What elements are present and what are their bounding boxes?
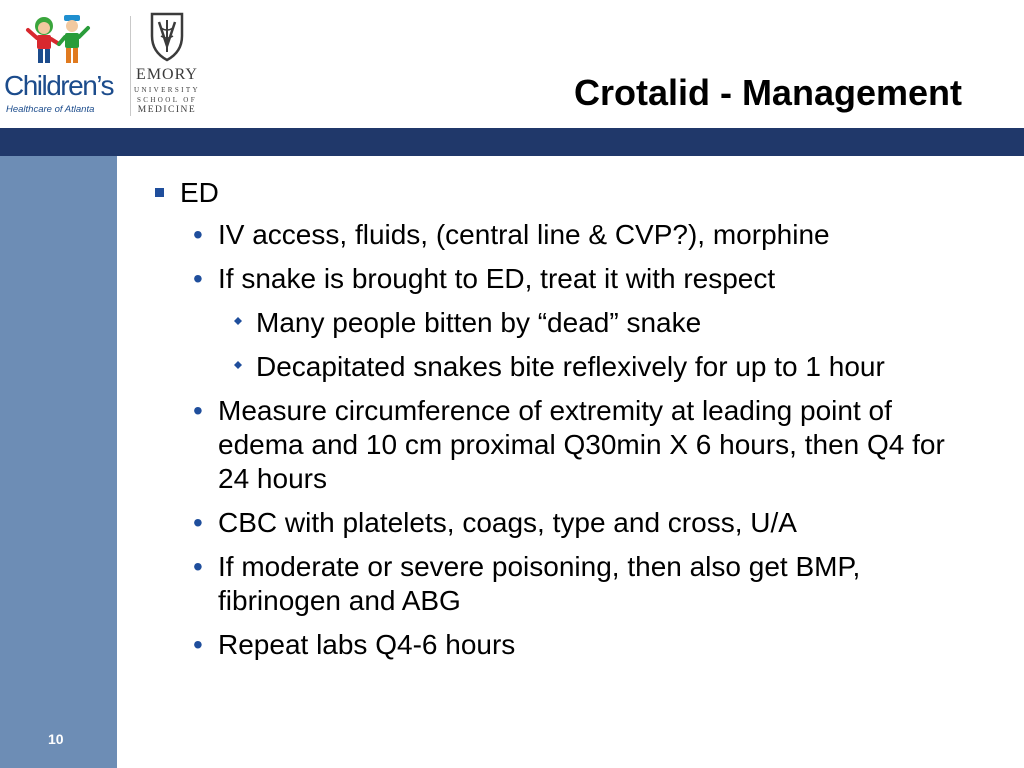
header-band: [0, 128, 1024, 156]
bullet-text: IV access, fluids, (central line & CVP?), morphine: [218, 219, 830, 250]
emory-logo-line1: UNIVERSITY: [134, 86, 200, 94]
emory-medicine-logo: [132, 10, 202, 120]
dot-bullet-icon: •: [193, 263, 203, 294]
square-bullet-icon: [155, 188, 164, 197]
slide-title: Crotalid - Management: [573, 72, 962, 113]
bullet-item: [148, 262, 978, 296]
dot-bullet-icon: •: [193, 551, 203, 582]
dot-bullet-icon: •: [193, 507, 203, 538]
bullet-text: If snake is brought to ED, treat it with respect: [218, 263, 776, 294]
dot-bullet-icon: •: [193, 629, 203, 660]
slide-header: [0, 0, 1024, 128]
childrens-logo-wordmark: Children’s: [4, 70, 113, 101]
emory-shield-icon: [132, 10, 202, 64]
children-figures-icon: [4, 12, 128, 70]
left-sidebar-band: [0, 156, 117, 768]
diamond-bullet-icon: [234, 361, 242, 369]
diamond-bullet-icon: [234, 317, 242, 325]
bullet-text: CBC with platelets, coags, type and cross, U/A: [218, 507, 797, 538]
sub-bullet-item: [148, 306, 978, 340]
bullet-text: Repeat labs Q4-6 hours: [218, 629, 516, 660]
bullet-text: Measure circumference of extremity at leading point of edema and 10 cm proximal Q30min X 6 hours, then Q4 for 24 hours: [218, 395, 945, 494]
logo-divider: [130, 16, 131, 116]
emory-logo-line3: MEDICINE: [137, 105, 197, 115]
sub-bullet-item: [148, 350, 978, 384]
bullet-item: [148, 628, 978, 662]
page-number: 10: [48, 731, 64, 747]
dot-bullet-icon: •: [193, 395, 203, 426]
childrens-logo-tagline: Healthcare of Atlanta: [6, 104, 95, 115]
childrens-healthcare-logo: [4, 12, 128, 120]
bullet-item: [148, 394, 978, 496]
bullet-level1-ed: [148, 176, 978, 210]
dot-bullet-icon: •: [193, 219, 203, 250]
slide-body: [148, 176, 978, 672]
bullet-text: Many people bitten by “dead” snake: [256, 307, 702, 338]
bullet-item: [148, 218, 978, 252]
bullet-item: [148, 506, 978, 540]
bullet-text: Decapitated snakes bite reflexively for up to 1 hour: [256, 351, 885, 382]
bullet-text: ED: [180, 177, 219, 208]
emory-logo-line2: SCHOOL OF: [136, 96, 198, 104]
emory-logo-name: EMORY: [136, 66, 198, 83]
bullet-item: [148, 550, 978, 618]
bullet-text: If moderate or severe poisoning, then also get BMP, fibrinogen and ABG: [218, 551, 861, 616]
